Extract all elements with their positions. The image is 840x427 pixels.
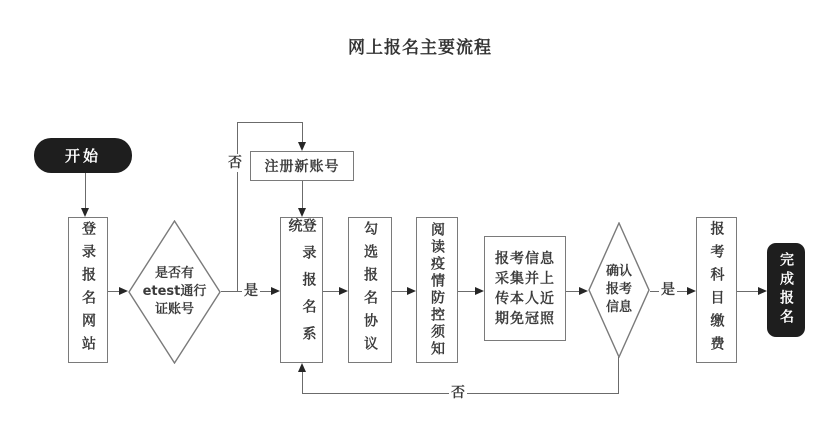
arrowhead-collect-to-confirm	[579, 287, 588, 295]
read-notice-label: 阅读疫情防控须知	[429, 222, 445, 358]
connector-pay-to-end	[737, 291, 758, 292]
arrowhead-notice-to-collect	[475, 287, 484, 295]
login-site-label: 登录报名网站	[80, 221, 96, 359]
read-notice-step	[416, 217, 458, 363]
edge-label-no-account: 否	[228, 155, 242, 171]
arrowhead-start-to-login-site	[81, 208, 89, 217]
collect-info-line3: 传本人近	[495, 290, 555, 307]
confirm-info-line1: 确认	[605, 264, 632, 279]
arrowhead-confirm-yes-to-pay	[687, 287, 696, 295]
arrowhead-login-system-to-agreement	[339, 287, 348, 295]
connector-confirm-no-down	[618, 357, 619, 394]
connector-no-to-register	[302, 122, 303, 144]
has-account-line3: 证账号	[154, 302, 194, 317]
has-account-line1: 是否有	[154, 266, 194, 281]
pay-subjects-step	[696, 217, 737, 363]
has-account-line2	[143, 283, 207, 301]
connector-register-to-login-system	[302, 181, 303, 210]
has-account-label	[128, 220, 221, 364]
edge-label-no-confirm: 否	[451, 385, 465, 401]
confirm-info-line2: 报考	[605, 282, 632, 297]
register-new-account-step	[250, 151, 354, 181]
confirm-info-decision	[588, 222, 650, 358]
arrowhead-pay-to-end	[758, 287, 767, 295]
pay-subjects-label: 报考科目缴费	[708, 221, 725, 359]
arrowhead-login-site-to-decision	[119, 287, 128, 295]
pass-text: 通行	[180, 284, 207, 299]
arrowhead-no-to-login-system	[298, 363, 306, 372]
etest-text: etest	[142, 284, 181, 299]
end-node-label: 完成报名	[778, 252, 794, 328]
collect-info-label	[495, 249, 555, 329]
arrowhead-register-to-login-system	[298, 208, 306, 217]
arrowhead-no-to-register	[298, 142, 306, 151]
connector-decision-no-up	[237, 122, 238, 292]
confirm-info-label	[588, 222, 650, 358]
connector-start-to-login-site	[85, 173, 86, 211]
register-new-account-label: 注册新账号	[264, 159, 340, 175]
login-system-label: 登录报名系统	[286, 218, 317, 353]
connector-no-to-login-system	[302, 371, 303, 394]
confirm-info-line3: 信息	[605, 300, 632, 315]
select-agreement-label: 勾选报名协议	[362, 221, 378, 359]
start-node: 开始	[34, 138, 132, 173]
login-site-step	[68, 217, 108, 363]
collect-info-line4: 期免冠照	[495, 310, 555, 327]
arrowhead-agreement-to-notice	[407, 287, 416, 295]
diagram-title: 网上报名主要流程	[348, 38, 492, 58]
login-system-step	[280, 217, 323, 363]
end-node	[767, 243, 805, 337]
select-agreement-step	[348, 217, 392, 363]
has-account-decision	[128, 220, 221, 364]
connector-decision-no-top	[237, 122, 303, 123]
edge-label-yes-account: 是	[244, 283, 258, 299]
edge-label-yes-confirm: 是	[661, 282, 675, 298]
collect-info-line1: 报考信息	[495, 250, 555, 267]
arrowhead-decision-yes-to-login-system	[271, 287, 280, 295]
collect-info-step	[484, 236, 566, 341]
collect-info-line2: 采集并上	[495, 270, 555, 287]
